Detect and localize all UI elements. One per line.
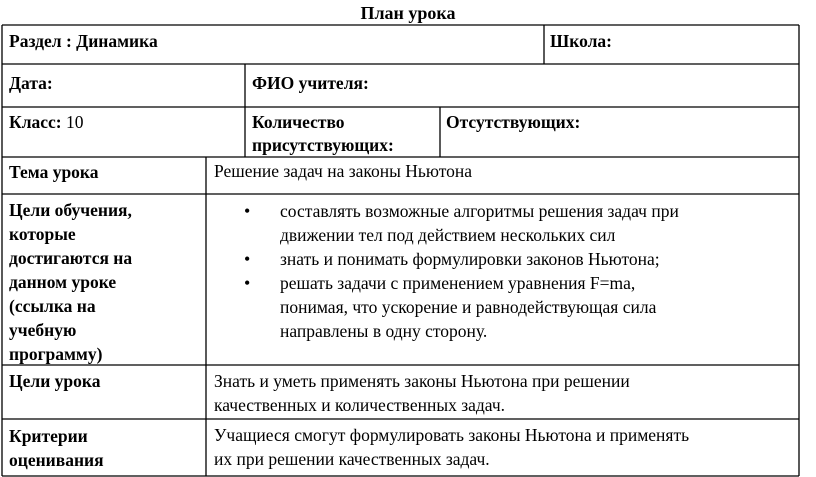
school-label: Школа:	[550, 31, 612, 51]
learning-goals-list	[240, 199, 800, 343]
list-item	[240, 271, 800, 343]
lesson-goals-value	[214, 369, 630, 417]
criteria-label-line: Критерии	[9, 426, 88, 446]
list-item-line: • составлять возможные алгоритмы решения задач при	[280, 201, 679, 221]
grade-value: 10	[61, 112, 84, 132]
lesson-goals-line: качественных и количественных задач.	[214, 395, 506, 415]
criteria-value	[214, 423, 689, 471]
learning-goals-label-line: (ссылка на	[9, 296, 96, 316]
date-label: Дата:	[9, 73, 53, 93]
topic-label: Тема урока	[9, 162, 99, 182]
grade-label: Класс:	[9, 112, 62, 132]
learning-goals-label-line: Цели обучения,	[9, 200, 132, 220]
grade-cell	[9, 111, 84, 134]
lesson-goals-label: Цели урока	[9, 371, 101, 391]
list-item-line: • знать и понимать формулировки законов Ньютона;	[280, 249, 660, 269]
absent-label: Отсутствующих:	[446, 112, 581, 132]
learning-goals-label-line: которые	[9, 224, 76, 244]
topic-value: Решение задач на законы Ньютона	[214, 161, 473, 181]
learning-goals-label-line: достигаются на	[9, 248, 133, 268]
section-label: Раздел : Динамика	[9, 31, 158, 51]
list-item-line: движении тел под действием нескольких сил	[280, 225, 616, 245]
criteria-line: их при решении качественных задач.	[214, 449, 490, 469]
criteria-label-line: оценивания	[9, 450, 104, 470]
list-item-line: направлены в одну сторону.	[280, 321, 488, 341]
page-title: План урока	[360, 3, 456, 23]
learning-goals-label-line: учебную	[9, 320, 77, 340]
learning-goals-label-line: программу)	[9, 344, 103, 364]
criteria-line: Учащиеся смогут формулировать законы Ньютона и применять	[214, 425, 690, 445]
list-item	[240, 247, 800, 271]
list-item-line: понимая, что ускорение и равнодействующая сила	[280, 297, 657, 317]
lesson-goals-line: Знать и уметь применять законы Ньютона при решении	[214, 371, 630, 391]
present-label-line1: Количество	[252, 112, 345, 132]
criteria-label	[9, 424, 104, 472]
learning-goals-label	[9, 198, 132, 366]
list-item-line: • решать задачи с применением уравнения F=ma,	[280, 273, 636, 293]
present-label-line2: присутствующих:	[252, 135, 394, 155]
learning-goals-label-line: данном уроке	[9, 272, 117, 292]
list-item	[240, 199, 800, 247]
present-label	[252, 111, 394, 157]
teacher-label: ФИО учителя:	[252, 73, 369, 93]
